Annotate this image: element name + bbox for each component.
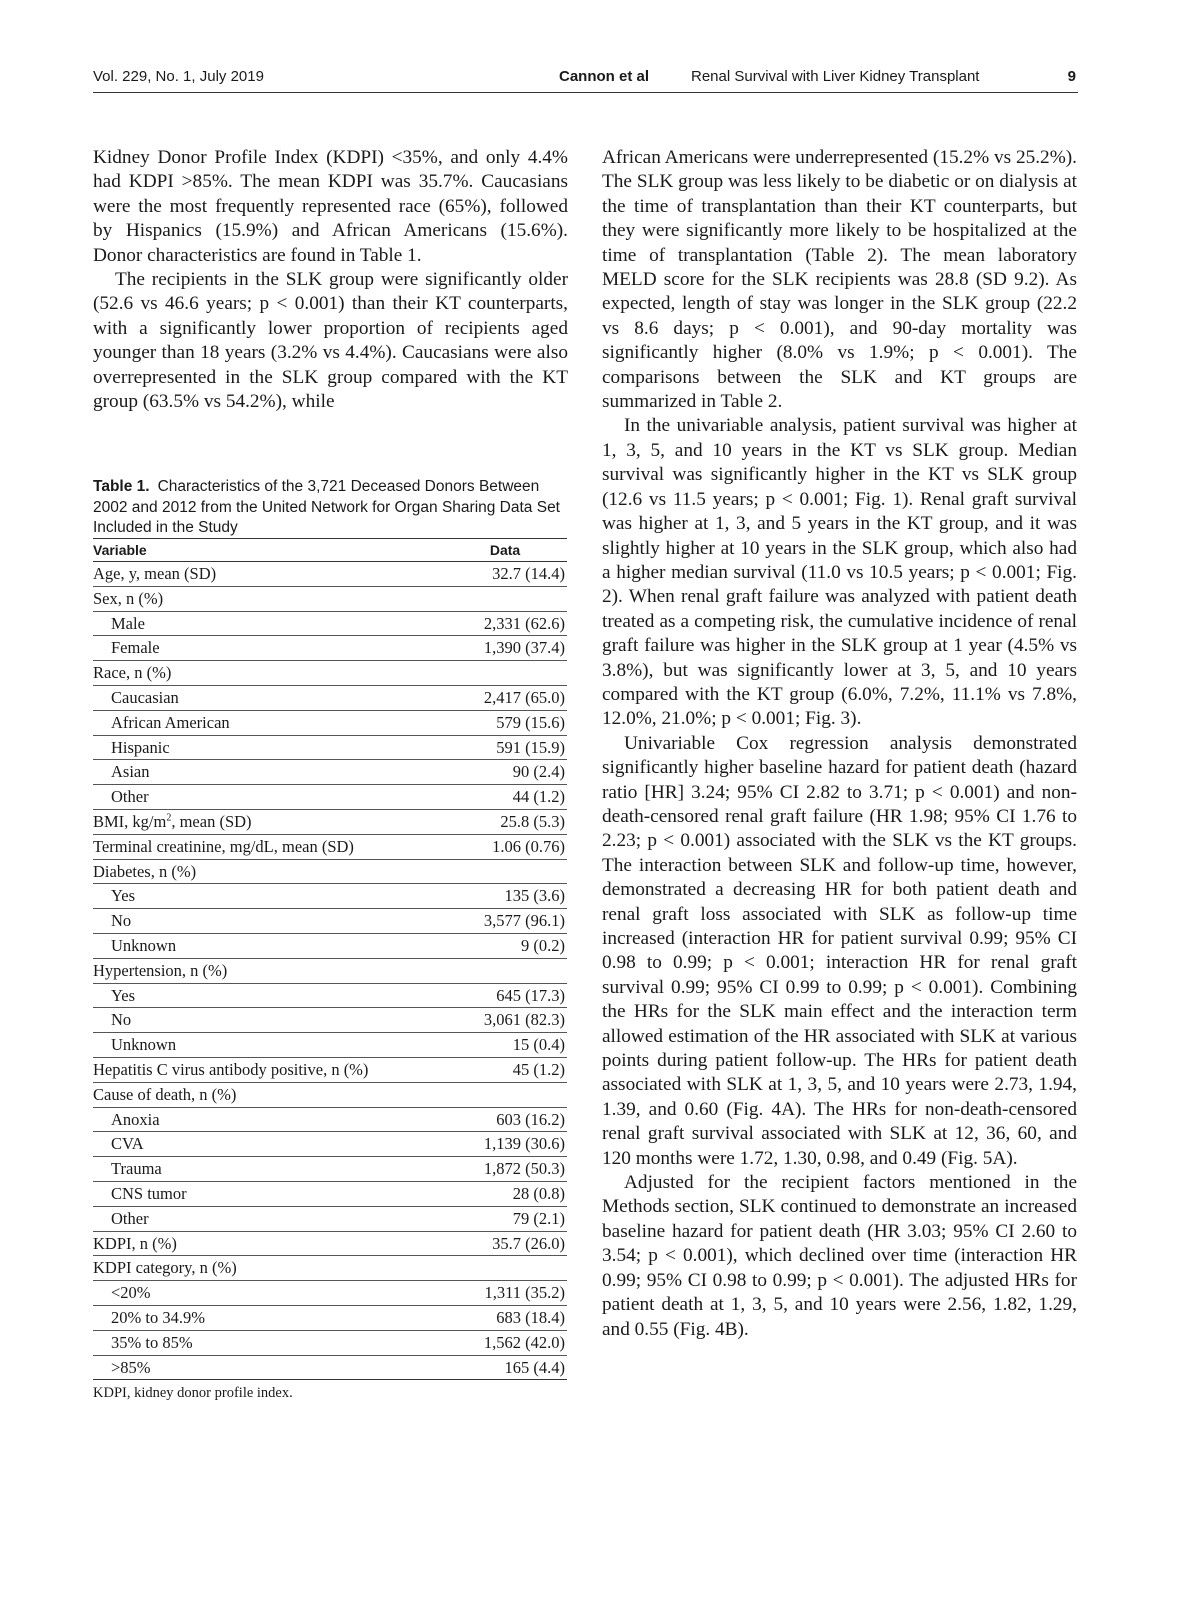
row-value: 1,139 (30.6) (484, 1132, 567, 1157)
row-label-text: Unknown (111, 1035, 177, 1055)
table-row (93, 1330, 567, 1355)
table-row (93, 859, 567, 884)
row-label-text: Diabetes, n (%) (93, 861, 197, 881)
row-value: 579 (15.6) (484, 710, 567, 735)
table-row (93, 1281, 567, 1306)
table-row (93, 1033, 567, 1058)
row-label-text: Hypertension, n (%) (93, 960, 228, 980)
table-row (93, 1107, 567, 1132)
table-header-row (93, 539, 567, 562)
row-label (93, 1181, 484, 1206)
row-value: 603 (16.2) (484, 1107, 567, 1132)
row-label (93, 1132, 484, 1157)
row-value: 683 (18.4) (484, 1305, 567, 1330)
row-label-text: Caucasian (111, 687, 179, 707)
row-label-text: No (111, 911, 132, 931)
row-label-text: Sex, n (%) (93, 588, 164, 608)
row-label (93, 1107, 484, 1132)
row-label-text: Cause of death, n (%) (93, 1084, 237, 1104)
row-label-text: Unknown (111, 935, 177, 955)
page-number: 9 (1067, 68, 1076, 85)
row-label (93, 611, 484, 636)
row-label-superscript: 2 (166, 812, 172, 824)
row-label (93, 636, 484, 661)
row-label-text: Other (111, 1208, 149, 1228)
running-author: Cannon et al (559, 68, 650, 85)
table-row (93, 884, 567, 909)
row-label (93, 958, 484, 983)
row-value: 25.8 (5.3) (484, 809, 567, 834)
table-row (93, 685, 567, 710)
running-title: Renal Survival with Liver Kidney Transplant (691, 68, 980, 85)
row-label-text: Asian (111, 762, 150, 782)
row-label (93, 859, 484, 884)
row-label-text: CVA (111, 1134, 144, 1154)
row-label (93, 834, 484, 859)
table-row (93, 562, 567, 587)
row-value: 1,562 (42.0) (484, 1330, 567, 1355)
row-value: 645 (17.3) (484, 983, 567, 1008)
row-label-text: Hepatitis C virus antibody positive, n (%) (93, 1059, 369, 1079)
row-label-text: Hispanic (111, 737, 170, 757)
table-row (93, 1181, 567, 1206)
table-row (93, 1355, 567, 1380)
row-label (93, 1305, 484, 1330)
row-label (93, 562, 484, 587)
row-label (93, 785, 484, 810)
table-row (93, 636, 567, 661)
row-label (93, 1206, 484, 1231)
row-label (93, 1256, 484, 1281)
row-label-suffix: , mean (SD) (171, 811, 252, 831)
row-value: 3,577 (96.1) (484, 909, 567, 934)
row-label-text: 20% to 34.9% (111, 1307, 205, 1327)
paragraph: Kidney Donor Profile Index (KDPI) <35%, and only 4.4% had KDPI >85%. The mean KDPI was 35.7%. Caucasians were the most frequently represented race (65%), followed by Hispanics (15.9%) and African Americans (15.6%). Donor characteristics are found in Table 1. (93, 147, 568, 266)
row-value: 45 (1.2) (484, 1057, 567, 1082)
table-footnote: KDPI, kidney donor profile index. (93, 1385, 293, 1401)
table-row (93, 760, 567, 785)
paragraph: Adjusted for the recipient factors mentioned in the Methods section, SLK continued to demonstrate an increased baseline hazard for patient death (HR 3.03; 95% CI 2.60 to 3.54; p < 0.001), which declined over time (interaction HR 0.99; 95% CI 0.98 to 0.99; p < 0.001). The adjusted HRs for patient death at 1, 3, 5, and 10 years were 2.56, 1.82, 1.29, and 0.55 (Fig. 4B). (602, 1172, 1077, 1340)
row-label-text: Age, y, mean (SD) (93, 564, 217, 583)
table-row (93, 1008, 567, 1033)
row-label (93, 983, 484, 1008)
running-header (93, 68, 1078, 93)
row-label-text: Yes (111, 886, 136, 906)
table-row (93, 1231, 567, 1256)
row-label (93, 884, 484, 909)
row-label (93, 661, 484, 686)
row-label (93, 586, 484, 611)
row-value (484, 859, 567, 884)
row-label (93, 1008, 484, 1033)
row-value: 1,872 (50.3) (484, 1157, 567, 1182)
row-value (484, 661, 567, 686)
row-label (93, 1231, 484, 1256)
row-label (93, 933, 484, 958)
table-row (93, 661, 567, 686)
row-label-text: Yes (111, 985, 136, 1005)
row-label (93, 1281, 484, 1306)
row-label-text: Anoxia (111, 1109, 160, 1129)
row-value: 1,390 (37.4) (484, 636, 567, 661)
row-value: 2,417 (65.0) (484, 685, 567, 710)
table-row (93, 809, 567, 834)
row-value: 3,061 (82.3) (484, 1008, 567, 1033)
row-label-text: African American (111, 712, 230, 732)
row-label-text: Male (111, 613, 145, 633)
row-label (93, 809, 484, 834)
row-label (93, 685, 484, 710)
paragraph: African Americans were underrepresented (15.2% vs 25.2%). The SLK group was less likely to be diabetic or on dialysis at the time of transplantation than their KT counterparts, but they were significantly more likely to be hospitalized at the time of transplantation (Table 2). The mean laboratory MELD score for the SLK recipients was 28.8 (SD 9.2). As expected, length of stay was longer in the SLK group (22.2 vs 8.6 days; p < 0.001), and 90-day mortality was significantly higher (8.0% vs 1.9%; p < 0.001). The comparisons between the SLK and KT groups are summarized in Table 2. (602, 147, 1077, 413)
journal-volume: Vol. 229, No. 1, July 2019 (93, 68, 264, 85)
table-row (93, 909, 567, 934)
row-value: 15 (0.4) (484, 1033, 567, 1058)
table-row (93, 710, 567, 735)
row-value: 135 (3.6) (484, 884, 567, 909)
row-label-text: >85% (111, 1357, 151, 1377)
row-value (484, 1256, 567, 1281)
paragraph: In the univariable analysis, patient survival was higher at 1, 3, 5, and 10 years in the KT vs SLK group. Median survival was significantly higher in the KT vs SLK group (12.6 vs 11.5 years; p < 0.001; Fig. 1). Renal graft survival was higher at 1, 3, and 5 years in the KT group, and it was slightly higher at 10 years in the SLK group, which also had a higher median survival (11.0 vs 10.5 years; p < 0.001; Fig. 2). When renal graft failure was analyzed with patient death treated as a competing risk, the cumulative incidence of renal graft failure was higher in the SLK group at 1 year (4.5% vs 3.8%), but was significantly lower at 3, 5, and 10 years compared with the KT group (6.0%, 7.2%, 11.1% vs 7.8%, 12.0%, 21.0%; p < 0.001; Fig. 3). (602, 415, 1077, 730)
row-label (93, 710, 484, 735)
table-row (93, 933, 567, 958)
row-label (93, 1330, 484, 1355)
row-label-text: CNS tumor (111, 1183, 187, 1203)
column-header-data: Data (484, 539, 567, 562)
row-label (93, 1057, 484, 1082)
row-value (484, 586, 567, 611)
paragraph: Univariable Cox regression analysis demonstrated significantly higher baseline hazard for patient death (hazard ratio [HR] 3.24; 95% CI 2.82 to 3.71; p < 0.001) and non-death-censored renal graft failure (HR 1.98; 95% CI 1.76 to 2.23; p < 0.001) associated with the SLK vs the KT groups. The interaction between SLK and follow-up time, however, demonstrated a decreasing HR for both patient death and renal graft loss associated with SLK as follow-up time increased (interaction HR for patient survival 0.99; 95% CI 0.98 to 0.99; p < 0.001; interaction HR for renal graft survival 0.99; 95% CI 0.99 to 0.99; p < 0.001). Combining the HRs for the SLK main effect and the interaction term allowed estimation of the HR associated with SLK at various points during patient follow-up. The HRs for patient death associated with SLK at 1, 3, 5, and 10 years were 2.73, 1.94, 1.39, and 0.60 (Fig. 4A). The HRs for non-death-censored renal graft survival associated with SLK at 12, 36, 60, and 120 months were 1.72, 1.30, 0.98, and 0.49 (Fig. 5A). (602, 732, 1077, 1169)
row-value: 1.06 (0.76) (484, 834, 567, 859)
row-value: 2,331 (62.6) (484, 611, 567, 636)
table-row (93, 785, 567, 810)
row-value: 28 (0.8) (484, 1181, 567, 1206)
row-label (93, 1033, 484, 1058)
table-caption-text: Characteristics of the 3,721 Deceased Donors Between 2002 and 2012 from the United Network for Organ Sharing Data Set Included in the Study (93, 478, 560, 536)
table-row (93, 958, 567, 983)
left-column (93, 146, 568, 414)
row-label (93, 760, 484, 785)
table-row (93, 586, 567, 611)
row-label-text: KDPI, n (%) (93, 1233, 177, 1253)
table-row (93, 1057, 567, 1082)
row-label-text: KDPI category, n (%) (93, 1258, 237, 1278)
row-value: 32.7 (14.4) (484, 562, 567, 587)
row-value: 79 (2.1) (484, 1206, 567, 1231)
row-label-text: No (111, 1010, 132, 1030)
table-row (93, 611, 567, 636)
table-row (93, 735, 567, 760)
row-label-text: Female (111, 638, 160, 658)
right-column (602, 146, 1077, 1342)
row-label (93, 1082, 484, 1107)
row-value: 165 (4.4) (484, 1355, 567, 1380)
row-label (93, 735, 484, 760)
column-header-variable: Variable (93, 539, 484, 562)
table-row (93, 1256, 567, 1281)
table-body (93, 562, 567, 1380)
row-label-text: BMI, kg/m (93, 811, 167, 831)
row-label (93, 1157, 484, 1182)
table-row (93, 834, 567, 859)
table-label: Table 1. (93, 478, 150, 495)
table-row (93, 1082, 567, 1107)
table-row (93, 1206, 567, 1231)
row-label-text: Terminal creatinine, mg/dL, mean (SD) (93, 836, 354, 856)
row-label (93, 1355, 484, 1380)
table-row (93, 983, 567, 1008)
table-caption (93, 477, 568, 539)
row-value: 9 (0.2) (484, 933, 567, 958)
row-label-text: <20% (111, 1283, 151, 1303)
table-row (93, 1132, 567, 1157)
row-value (484, 958, 567, 983)
row-value: 35.7 (26.0) (484, 1231, 567, 1256)
row-label-text: Trauma (111, 1159, 162, 1179)
row-value: 591 (15.9) (484, 735, 567, 760)
donor-characteristics-table (93, 538, 567, 1380)
row-value (484, 1082, 567, 1107)
row-label (93, 909, 484, 934)
table-row (93, 1157, 567, 1182)
row-value: 44 (1.2) (484, 785, 567, 810)
row-label-text: Race, n (%) (93, 663, 172, 683)
row-label-text: Other (111, 787, 149, 807)
row-value: 90 (2.4) (484, 760, 567, 785)
row-label-text: 35% to 85% (111, 1332, 193, 1352)
paragraph: The recipients in the SLK group were significantly older (52.6 vs 46.6 years; p < 0.001) than their KT counterparts, with a significantly lower proportion of recipients aged younger than 18 years (3.2% vs 4.4%). Caucasians were also overrepresented in the SLK group compared with the KT group (63.5% vs 54.2%), while (93, 269, 568, 413)
table-row (93, 1305, 567, 1330)
row-value: 1,311 (35.2) (484, 1281, 567, 1306)
